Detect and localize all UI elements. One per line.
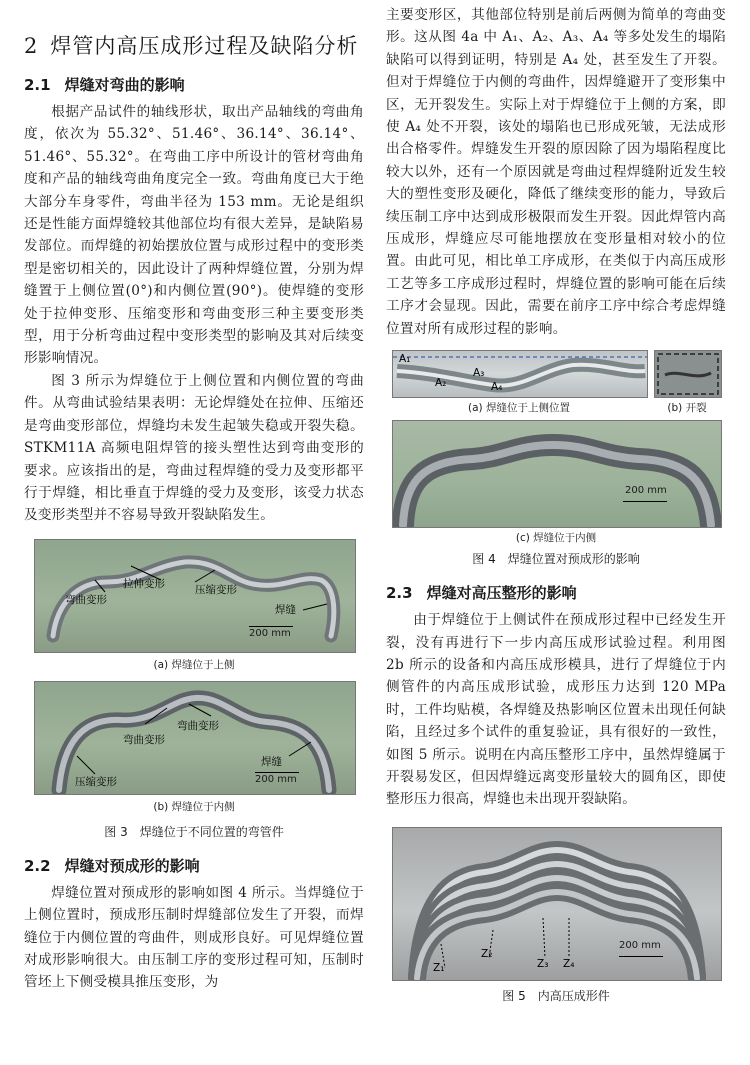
scale-label: 200 mm bbox=[249, 627, 291, 639]
subsection-2-3-heading: 2.3 焊缝对高压整形的影响 bbox=[386, 584, 577, 603]
scale-bar bbox=[619, 956, 663, 957]
figure-3a-caption: (a) 焊缝位于上侧 bbox=[153, 658, 235, 671]
figure-4b-photo bbox=[654, 350, 722, 398]
label-z4: Z₄ bbox=[563, 957, 575, 970]
label-a4: A₄ bbox=[491, 381, 503, 394]
label-bend-1: 弯曲变形 bbox=[123, 733, 165, 746]
label-weld: 焊缝 bbox=[261, 755, 282, 768]
figure-4c-caption: (c) 焊缝位于内侧 bbox=[515, 532, 597, 545]
figure-4a-photo bbox=[392, 350, 648, 398]
scale-bar bbox=[249, 626, 293, 627]
paragraph: 根据产品试件的轴线形状，取出产品轴线的弯曲角度，依次为 55.32°、51.46°、36.14°、36.14°、51.46°、55.32°。在弯曲工序中所设计的管材弯曲角度和产品的轴线弯曲角度完全一致。弯曲角度已大于绝大部分车身零件，弯曲半径为 153 mm。无论是组织还是性能方面焊缝较其他部位均有很大差异，是缺陷易发部位。而焊缝的初始摆放位置与成形过程中的变形类型是密切相关的，因此设计了两种焊缝位置，分别为焊缝置于上侧位置(0°)和内侧位置(90°)。使焊缝的变形处于拉伸变形、压缩变形和弯曲变形三种主要变形类型，用于分析弯曲过程中变形类型的影响及其对后续变形影响情况。 bbox=[24, 104, 364, 367]
figure-3b-photo bbox=[34, 681, 356, 795]
figure-4-caption: 图 4 焊缝位置对预成形的影响 bbox=[472, 552, 640, 567]
label-z3: Z₃ bbox=[537, 957, 549, 970]
figure-4 bbox=[386, 350, 726, 568]
figure-4b-caption: (b) 开裂 bbox=[667, 402, 707, 415]
label-z2: Z₂ bbox=[481, 947, 493, 960]
scale-bar bbox=[255, 772, 299, 773]
subsection-2-2-heading: 2.2 焊缝对预成形的影响 bbox=[24, 856, 200, 875]
section-heading: 2 焊管内高压成形过程及缺陷分析 bbox=[24, 34, 359, 58]
scale-label: 200 mm bbox=[255, 773, 297, 785]
left-column bbox=[24, 0, 364, 994]
scale-label: 200 mm bbox=[619, 939, 661, 951]
label-bend: 弯曲变形 bbox=[65, 593, 107, 606]
right-column bbox=[386, 0, 726, 1007]
figure-4a-caption: (a) 焊缝位于上侧位置 bbox=[468, 402, 570, 415]
label-bend-2: 弯曲变形 bbox=[177, 719, 219, 732]
label-weld: 焊缝 bbox=[275, 603, 296, 616]
paragraph: 图 3 所示为焊缝位于上侧位置和内侧位置的弯曲件。从弯曲试验结果表明：无论焊缝处在拉伸、压缩还是弯曲变形部位，焊缝均未发生起皱失稳或开裂失稳。STKM11A 高频电阻焊管的接头塑性达到弯曲变形的要求。应该指出的是，弯曲过程焊缝的受力及变形都平行于焊缝，相比垂直于焊缝的受力及变形，该受力状态及变形类型并不容易导致开裂缺陷发生。 bbox=[24, 372, 364, 524]
label-z1: Z₁ bbox=[433, 961, 445, 974]
figure-4c-photo bbox=[392, 420, 722, 528]
figure-3-caption: 图 3 焊缝位于不同位置的弯管件 bbox=[104, 824, 284, 839]
figure-3b-caption: (b) 焊缝位于内侧 bbox=[153, 800, 235, 813]
scale-bar bbox=[623, 501, 667, 502]
paragraph: 由于焊缝位于上侧试件在预成形过程中已经发生开裂，没有再进行下一步内高压成形试验过程。利用图 2b 所示的设备和内高压成形模具，进行了焊缝位于内侧管件的内高压成形试验，成形压力达到 120 MPa 时，工件均贴模，各焊缝及热影响区位置未出现任何缺陷，且经过多个试件的重复验证，具有很好的一致性，如图 5 所示。说明在内高压整形工序中，虽然焊缝属于开裂易发区，但因焊缝远离变形量较大的圆角区，即使整形压力很高，焊缝也未出现开裂缺陷。 bbox=[386, 612, 726, 808]
label-a2: A₂ bbox=[435, 377, 447, 390]
label-compress: 压缩变形 bbox=[195, 583, 237, 596]
figure-3 bbox=[24, 539, 364, 845]
figure-5-caption: 图 5 内高压成形件 bbox=[502, 988, 610, 1003]
figure-5-photo bbox=[392, 827, 722, 981]
label-compress: 压缩变形 bbox=[75, 775, 117, 788]
paragraph-continued: 主要变形区，其他部位特别是前后两侧为简单的弯曲变形。这从图 4a 中 A₁、A₂、A₃、A₄ 等多处发生的塌陷缺陷可以得到证明，特别是 A₄ 处，甚至发生了开裂。但对于焊缝位于内侧的弯曲件，因焊缝避开了变形集中区，无开裂发生。实际上对于焊缝位于上侧的方案，即使 A₄ 处不开裂，该处的塌陷也已形成死皱，无法成形出合格零件。焊缝发生开裂的原因除了因为塌陷程度比较大以外，还有一个原因就是弯曲过程焊缝附近发生较大的塑性变形及硬化，降低了继续变形的能力，导致后续压制工序中达到成形极限而发生开裂。因此焊管内高压成形，焊缝应尽可能地摆放在变形量相对较小的位置。由此可见，相比单工序成形，在类似于内高压成形工艺等多工序成形过程时，焊缝位置的影响可能在后续工序才会显现。因此，需要在前序工序中综合考虑焊缝位置对所有成形过程的影响。 bbox=[386, 7, 726, 337]
figure-5 bbox=[386, 827, 726, 1007]
label-stretch: 拉伸变形 bbox=[123, 577, 165, 590]
label-a1: A₁ bbox=[399, 353, 411, 366]
scale-label: 200 mm bbox=[625, 485, 667, 497]
subsection-2-1-heading: 2.1 焊缝对弯曲的影响 bbox=[24, 76, 185, 94]
label-a3: A₃ bbox=[473, 367, 485, 380]
paragraph: 焊缝位置对预成形的影响如图 4 所示。当焊缝位于上侧位置时，预成形压制时焊缝部位发生了开裂，而焊缝位于内侧位置的弯曲件，则成形良好。可见焊缝位置对成形影响很大。由压制工序的变形过程可知，压制时管坯上下侧受模具推压变形，为 bbox=[24, 884, 364, 991]
figure-3a-photo bbox=[34, 539, 356, 653]
